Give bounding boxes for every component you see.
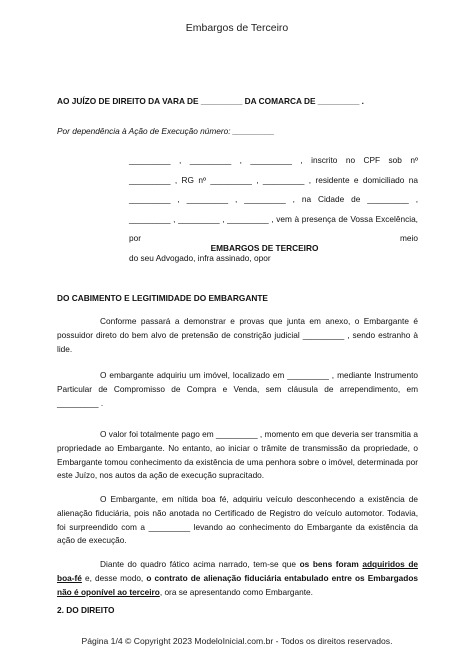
paragraph [57, 315, 418, 356]
paragraph-text: Conforme passará a demonstrar e provas que junta em anexo, o Embargante é possuidor direto do bem alvo de pretensão de constrição judicial _________ , sendo estranho à lide. [57, 316, 418, 354]
qualification-line: _________ , RG nº _________ , _________ , residente e domiciliado na [129, 174, 418, 185]
dependency-line: Por dependência à Ação de Execução número: _________ [57, 126, 275, 136]
text-run: , ora se apresentando como Embargante. [159, 586, 313, 597]
text-run-bold-underline: não é oponível ao terceiro [57, 586, 160, 597]
text-run-bold: os bens foram [299, 559, 363, 569]
paragraph-text: O Embargante, em nítida boa fé, adquiriu veículo desconhecendo a existência de alienação fiduciária, pois não anotada no Certificado de Registro do veículo automotor. Todavia, foi surpreendido com a _________ levando ao conhecimento do Embargante da existência da ação de execução. [57, 494, 418, 546]
embargos-title: EMBARGOS DE TERCEIRO [210, 243, 319, 253]
paragraph [57, 369, 418, 410]
text-run: Diante do quadro fático acima narrado, tem-se que [100, 559, 300, 569]
paragraph [57, 493, 418, 548]
document-header-title: Embargos de Terceiro [185, 22, 289, 34]
qualification-line: do seu Advogado, infra assinado, opor [129, 252, 271, 263]
paragraph-text [57, 558, 418, 599]
qualification-line: _________ , _________ , _________ , na Cidade de _________ , [129, 194, 418, 204]
section-title-cabimento: DO CABIMENTO E LEGITIMIDADE DO EMBARGANTE [57, 293, 268, 303]
paragraph [57, 428, 418, 483]
text-run-bold: o contrato de alienação fiduciária entabulado entre os Embargados [146, 572, 418, 583]
court-address-line: AO JUÍZO DE DIREITO DA VARA DE _________ DA COMARCA DE _________ . [57, 96, 364, 106]
text-run: e, desse modo, [81, 572, 147, 583]
paragraph-text: O valor foi totalmente pago em _________ , momento em que deveria ser transmitia a propriedade ao Embargante. No entanto, ao iniciar o trâmite de transmissão da propriedade, o Embargante tomou conhecimento da existência de uma penhora sobre o imóvel, determinada por este Juízo, nos autos da ação de execução supracitado. [57, 429, 418, 481]
section-title-direito: 2. DO DIREITO [57, 605, 115, 615]
qualification-line: _________ , _________ , _________ , inscrito no CPF sob nº [129, 155, 418, 165]
page-footer: Página 1/4 © Copyright 2023 ModeloInicial.com.br - Todos os direitos reservados. [81, 636, 393, 646]
paragraph [57, 558, 418, 599]
paragraph-text: O embargante adquiriu um imóvel, localizado em _________ , mediante Instrumento Particular de Compromisso de Compra e Venda, sem cláusula de arrependimento, em _________ . [57, 370, 418, 408]
text-run-bold-underline: adquiridos de boa-fé [57, 559, 419, 583]
qualification-line: _________ , _________ , _________ , vem à presença de Vossa Excelência, por meio [129, 213, 418, 243]
